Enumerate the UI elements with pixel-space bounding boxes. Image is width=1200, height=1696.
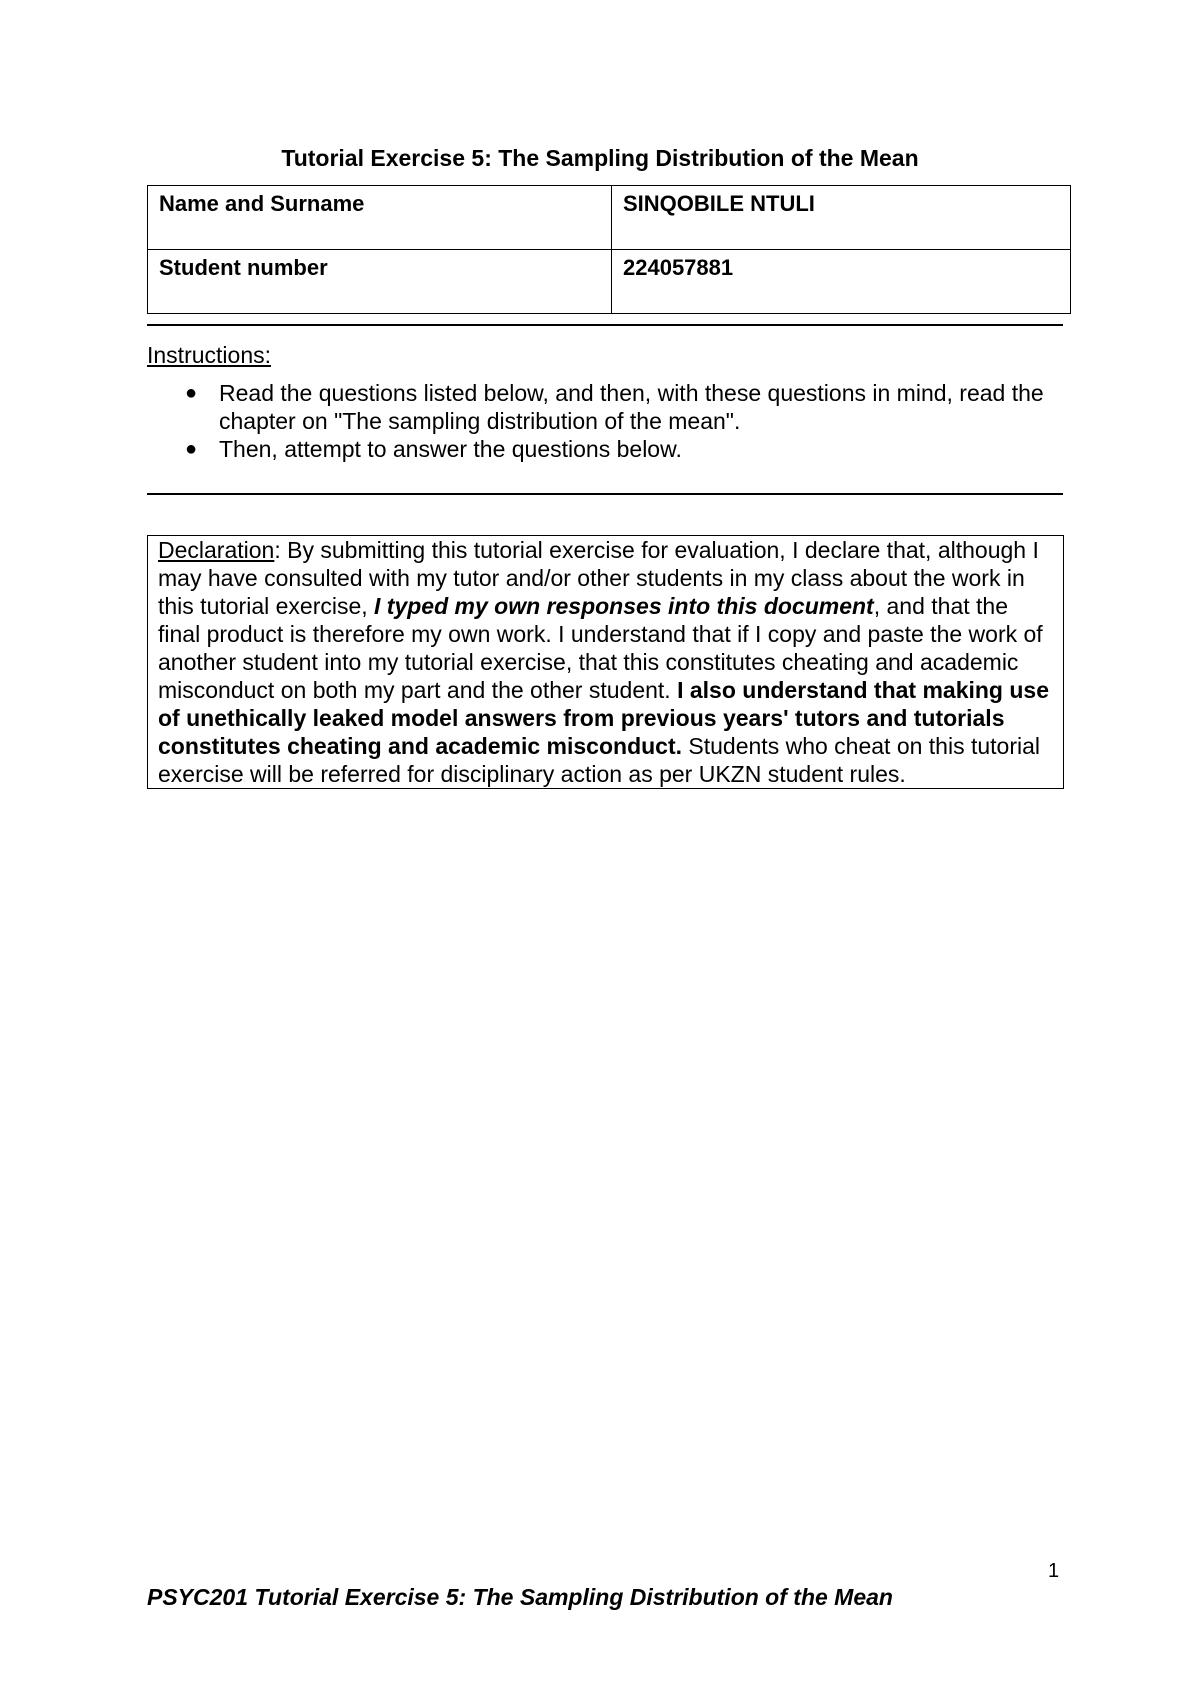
table-row (148, 250, 1071, 314)
divider-top (147, 324, 1063, 326)
declaration-text: Students who cheat on this tutorial exercise will be referred for disciplinary action as per UKZN student rules. (158, 733, 1041, 787)
instruction-text: Then, attempt to answer the questions below. (219, 436, 682, 462)
instructions-heading: Instructions: (147, 342, 271, 368)
student-info-table (147, 185, 1071, 314)
declaration-emphasis: I typed my own responses into this document (374, 593, 874, 619)
page-title: Tutorial Exercise 5: The Sampling Distribution of the Mean (281, 145, 919, 171)
student-number-value: 224057881 (612, 250, 1071, 314)
student-number-label: Student number (148, 250, 612, 314)
table-row (148, 186, 1071, 250)
bullet-icon: ● (185, 438, 198, 460)
list-item (147, 435, 1067, 463)
list-item (147, 379, 1067, 435)
declaration-text: : By submitting this tutorial exercise for evaluation, I declare that, although I may have consulted with my tutor and/or other students in my class about the work in this tutorial exercise, (158, 537, 1039, 619)
instructions-section (147, 341, 1067, 463)
bullet-icon: ● (185, 382, 198, 404)
instruction-text: Read the questions listed below, and then, with these questions in mind, read the chapter on "The sampling distribution of the mean". (219, 380, 1044, 434)
declaration-label: Declaration (158, 537, 275, 563)
page-footer: PSYC201 Tutorial Exercise 5: The Sampling Distribution of the Mean (147, 1584, 893, 1610)
declaration-bold: I also understand that making use of unethically leaked model answers from previous years' tutors and tutorials constitutes cheating and academic misconduct. (158, 677, 1050, 759)
instructions-list (147, 379, 1067, 463)
name-label: Name and Surname (148, 186, 612, 250)
declaration-text: , and that the final product is therefore my own work. I understand that if I copy and paste the work of another student into my tutorial exercise, that this constitutes cheating and academic misconduct on both my part and the other student. (158, 593, 1043, 703)
page-number: 1 (1048, 1560, 1060, 1582)
declaration-box (147, 535, 1064, 789)
name-value: SINQOBILE NTULI (612, 186, 1071, 250)
divider-bottom (147, 493, 1063, 495)
